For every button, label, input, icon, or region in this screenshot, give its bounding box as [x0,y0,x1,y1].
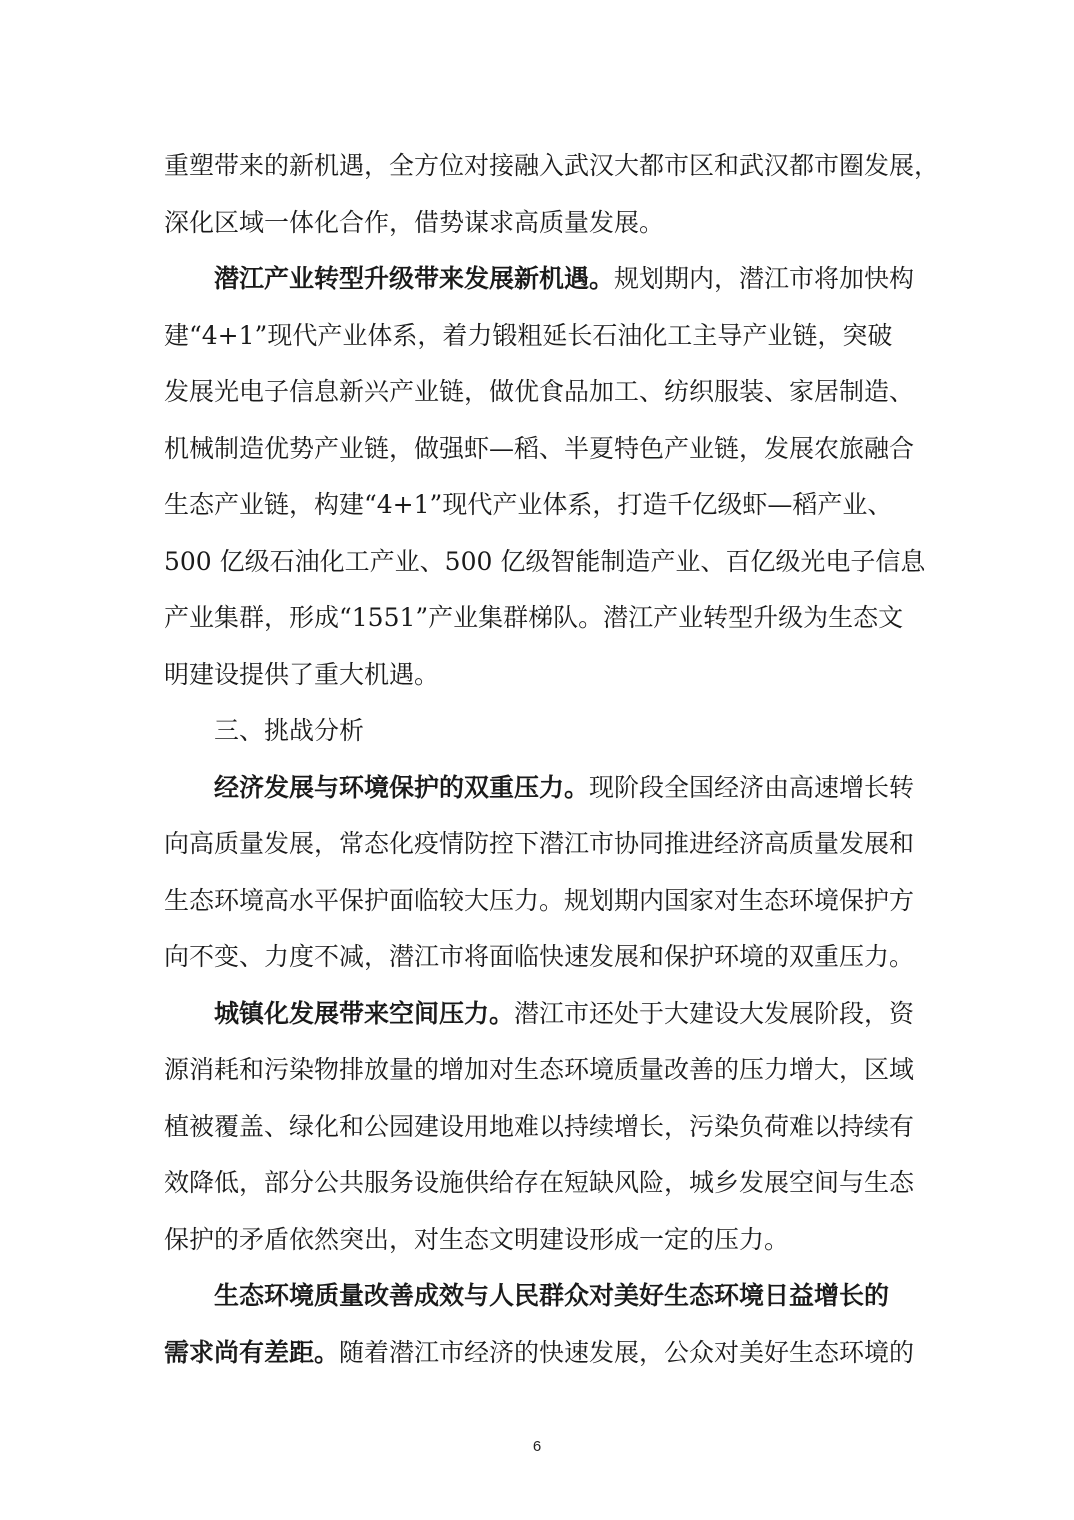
body-line: 机械制造优势产业链，做强虾—稻、半夏特色产业链，发展农旅融合 [164,433,915,463]
section-heading: 三、挑战分析 [214,716,365,745]
page-number: 6 [532,1438,542,1455]
body-line: 源消耗和污染物排放量的增加对生态环境质量改善的压力增大，区域 [164,1055,915,1084]
body-line: 植被覆盖、绿化和公园建设用地难以持续增长，污染负荷难以持续有 [164,1111,915,1141]
paragraph-lead-bold: 城镇化发展带来空间压力。 [214,998,515,1028]
body-line: 生态产业链，构建“4+1”现代产业体系，打造千亿级虾—稻产业、 [164,490,893,519]
body-line: 重塑带来的新机遇，全方位对接融入武汉大都市区和武汉都市圈发展， [164,151,940,180]
body-line: 发展光电子信息新兴产业链，做优食品加工、纺织服装、家居制造、 [164,377,915,406]
body-line: 明建设提供了重大机遇。 [164,659,440,689]
body-line: 500 亿级石油化工产业、500 亿级智能制造产业、百亿级光电子信息 [164,546,926,576]
paragraph-lead-bold: 经济发展与环境保护的双重压力。 [214,772,590,802]
body-line: 深化区域一体化合作，借势谋求高质量发展。 [164,207,665,237]
body-line: 向不变、力度不减，潜江市将面临快速发展和保护环境的双重压力。 [164,942,915,971]
paragraph-lead-bold: 生态环境质量改善成效与人民群众对美好生态环境日益增长的 [214,1281,890,1310]
body-line: 效降低，部分公共服务设施供给存在短缺风险，城乡发展空间与生态 [164,1168,915,1197]
paragraph-lead-line: 经济发展与环境保护的双重压力。现阶段全国经济由高速增长转 [214,772,915,802]
document-body [164,138,940,1381]
body-line: 生态环境高水平保护面临较大压力。规划期内国家对生态环境保护方 [164,885,915,915]
paragraph-lead-line: 城镇化发展带来空间压力。潜江市还处于大建设大发展阶段，资 [214,998,915,1028]
paragraph-lead-bold: 需求尚有差距。 [164,1337,340,1367]
paragraph-lead-line: 潜江产业转型升级带来发展新机遇。规划期内，潜江市将加快构 [214,264,915,293]
body-line: 向高质量发展，常态化疫情防控下潜江市协同推进经济高质量发展和 [164,829,915,858]
paragraph-lead-bold: 潜江产业转型升级带来发展新机遇。 [214,264,615,293]
body-line: 建“4+1”现代产业体系，着力锻粗延长石油化工主导产业链，突破 [164,320,893,350]
body-line: 保护的矛盾依然突出，对生态文明建设形成一定的压力。 [164,1224,790,1254]
paragraph-lead-line [164,1268,914,1325]
body-line: 产业集群，形成“1551”产业集群梯队。潜江产业转型升级为生态文 [164,603,904,632]
body-line: 需求尚有差距。随着潜江市经济的快速发展，公众对美好生态环境的 [164,1337,915,1367]
